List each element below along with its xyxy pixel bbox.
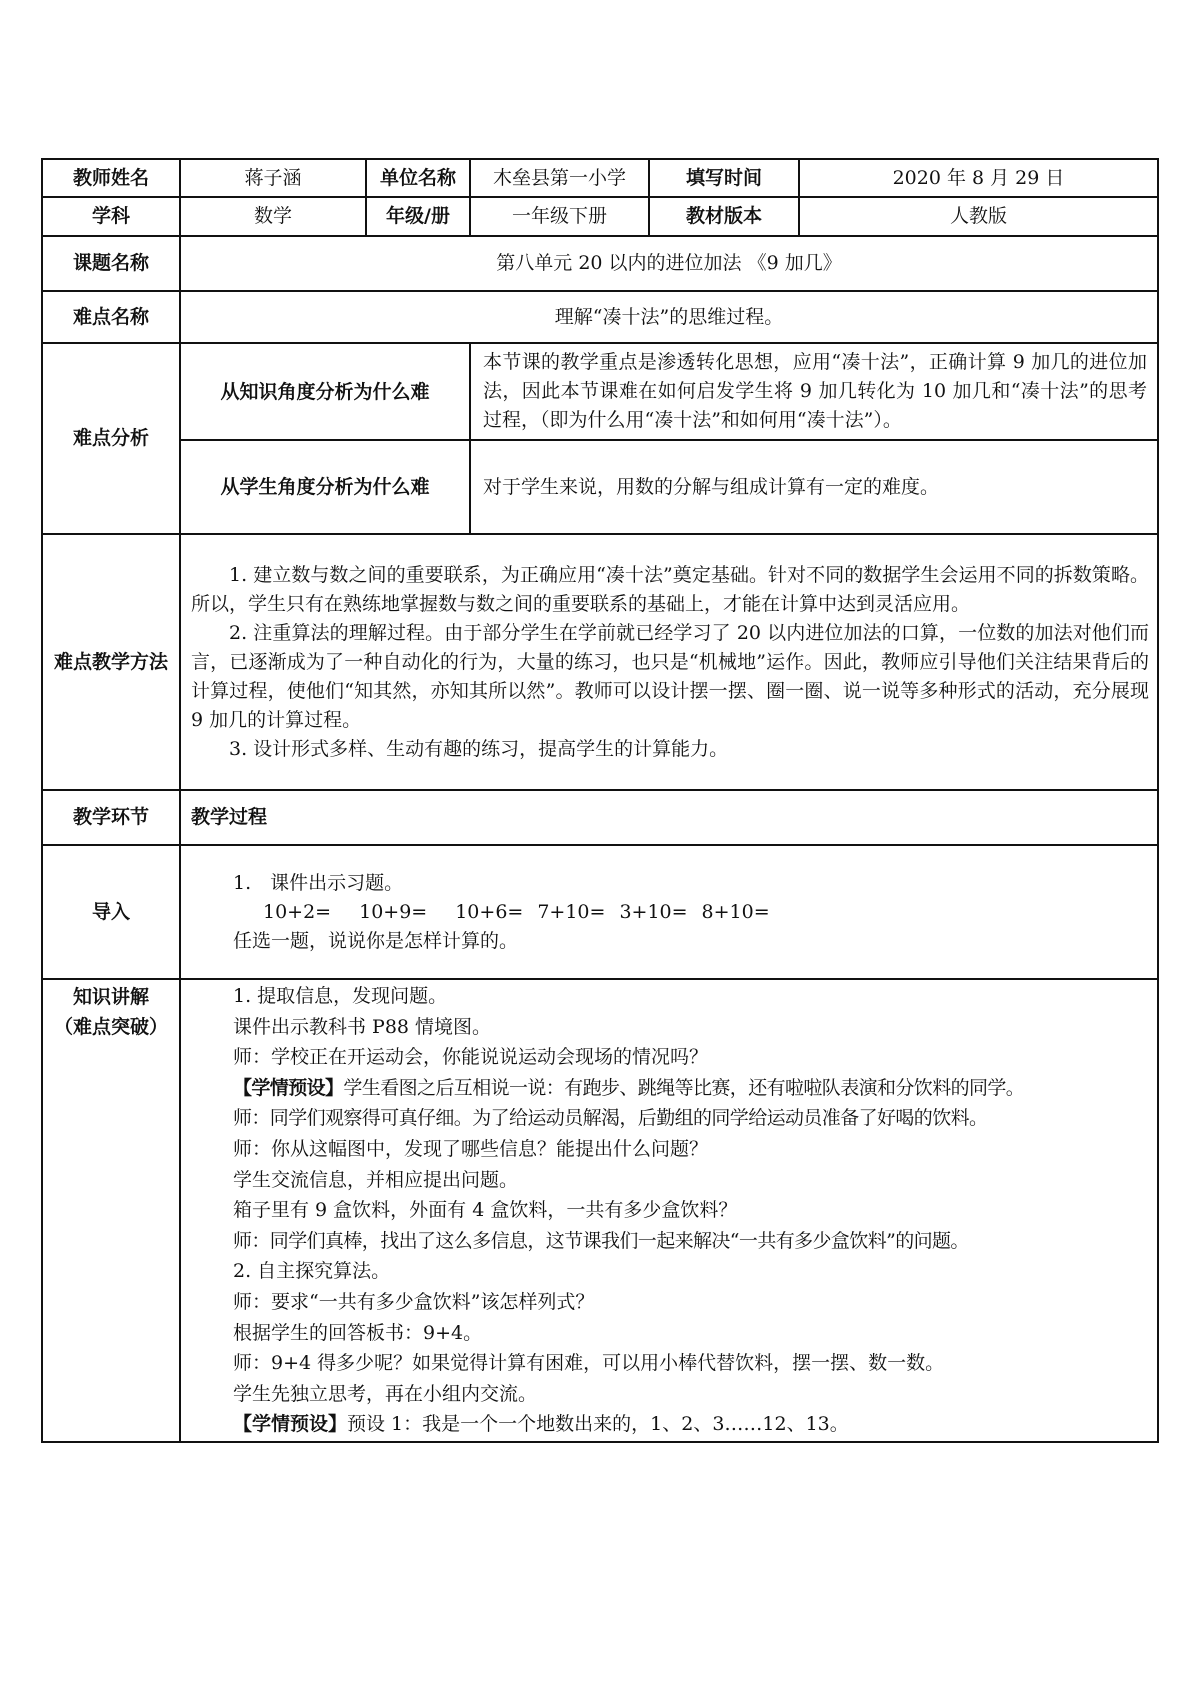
expression: 7+10= [537,900,606,923]
unit-value: 木垒县第一小学 [470,159,649,197]
expression: 10+9= [359,900,428,923]
knowledge-label-line2: （难点突破） [53,1016,168,1038]
edition-value: 人教版 [799,197,1158,236]
knowledge-content [180,979,1158,1442]
knowledge-line: 师：你从这幅图中，发现了哪些信息？能提出什么问题？ [233,1137,709,1160]
grade-value: 一年级下册 [470,197,649,236]
difficulty-label: 难点名称 [42,291,180,343]
intro-expressions [233,898,1147,927]
intro-content [180,845,1158,979]
knowledge-line: 根据学生的回答板书：9+4。 [233,1321,483,1344]
grade-label: 年级/册 [366,197,470,236]
knowledge-row [42,979,1158,1442]
expression: 10+2= [263,900,332,923]
edition-label: 教材版本 [649,197,799,236]
method-paragraph: 2. 注重算法的理解过程。由于部分学生在学前就已经学习了 20 以内进位加法的口算，一位数的加法对他们而言，已逐渐成为了一种自动化的行为，大量的练习，也只是“机械地”运作。因此，教师应引导他们关注结果背后的计算过程，使他们“知其然，亦知其所以然”。教师可以设计摆一摆、圈一圈、说一说等多种形式的活动，充分展现 9 加几的计算过程。 [191,621,1149,731]
date-value: 2020 年 8 月 29 日 [799,159,1158,197]
unit-label: 单位名称 [366,159,470,197]
date-label: 填写时间 [649,159,799,197]
knowledge-label-line1: 知识讲解 [72,986,149,1008]
knowledge-line: 箱子里有 9 盒饮料，外面有 4 盒饮料，一共有多少盒饮料？ [233,1199,738,1222]
knowledge-line: 学生先独立思考，再在小组内交流。 [233,1382,538,1405]
knowledge-line: 师：学校正在开运动会，你能说说运动会现场的情况吗？ [233,1046,709,1069]
student-angle-label: 从学生角度分析为什么难 [180,440,470,534]
knowledge-line: 学生交流信息，并相应提出问题。 [233,1168,519,1191]
student-angle-text: 对于学生来说，用数的分解与组成计算有一定的难度。 [470,440,1158,534]
knowledge-angle-text: 本节课的教学重点是渗透转化思想，应用“凑十法”，正确计算 9 加几的进位加法，因此本节课难在如何启发学生将 9 加几转化为 10 加几和“凑十法”的思考过程，（即为什么用“凑十法”和如何用“凑十法”）。 [470,343,1158,440]
intro-label: 导入 [42,845,180,979]
difficulty-row [42,291,1158,343]
difficulty-value: 理解“凑十法”的思维过程。 [180,291,1158,343]
intro-row [42,845,1158,979]
method-paragraph: 1. 建立数与数之间的重要联系，为正确应用“凑十法”奠定基础。针对不同的数据学生会运用不同的拆数策略。所以，学生只有在熟练地掌握数与数之间的重要联系的基础上，才能在计算中达到灵活应用。 [191,563,1149,615]
method-paragraph: 3. 设计形式多样、生动有趣的练习，提高学生的计算能力。 [229,737,729,760]
intro-line-1: 1. 课件出示习题。 [233,871,404,894]
teacher-label: 教师姓名 [42,159,180,197]
knowledge-line: 1. 提取信息，发现问题。 [233,985,448,1007]
knowledge-line: 师：9+4 得多少呢？如果觉得计算有困难，可以用小棒代替饮料，摆一摆、数一数。 [233,1352,945,1375]
knowledge-label [42,979,180,1442]
subject-label: 学科 [42,197,180,236]
topic-label: 课题名称 [42,236,180,291]
header-row-1 [42,159,1158,197]
knowledge-line: 【学情预设】学生看图之后互相说一说：有跑步、跳绳等比赛，还有啦啦队表演和分饮料的同学。 [233,1076,1025,1099]
lesson-plan-table [41,158,1159,1443]
topic-value: 第八单元 20 以内的进位加法 《9 加几》 [180,236,1158,291]
methods-label: 难点教学方法 [42,534,180,790]
analysis-label: 难点分析 [42,343,180,534]
intro-line-3: 任选一题，说说你是怎样计算的。 [233,929,519,952]
topic-row [42,236,1158,291]
stage-header-label: 教学环节 [42,790,180,845]
header-row-2 [42,197,1158,236]
process-header-row [42,790,1158,845]
subject-value: 数学 [180,197,366,236]
analysis-row-knowledge [42,343,1158,440]
knowledge-line: 师：同学们观察得可真仔细。为了给运动员解渴，后勤组的同学给运动员准备了好喝的饮料。 [233,1107,988,1130]
methods-content [180,534,1158,790]
knowledge-line: 师：要求“一共有多少盒饮料”该怎样列式？ [233,1290,595,1313]
knowledge-line: 【学情预设】预设 1：我是一个一个地数出来的，1、2、3……12、13。 [233,1413,849,1436]
knowledge-line: 师：同学们真棒，找出了这么多信息，这节课我们一起来解决“一共有多少盒饮料”的问题。 [233,1229,969,1252]
lesson-plan-page [41,158,1157,1443]
expression: 8+10= [701,900,770,923]
knowledge-line: 2. 自主探究算法。 [233,1260,391,1283]
expression: 3+10= [619,900,688,923]
knowledge-angle-label: 从知识角度分析为什么难 [180,343,470,440]
methods-row [42,534,1158,790]
knowledge-line: 课件出示教科书 P88 情境图。 [233,1015,492,1038]
teacher-value: 蒋子涵 [180,159,366,197]
expression: 10+6= [455,900,524,923]
analysis-row-student [42,440,1158,534]
process-header-label: 教学过程 [180,790,1158,845]
